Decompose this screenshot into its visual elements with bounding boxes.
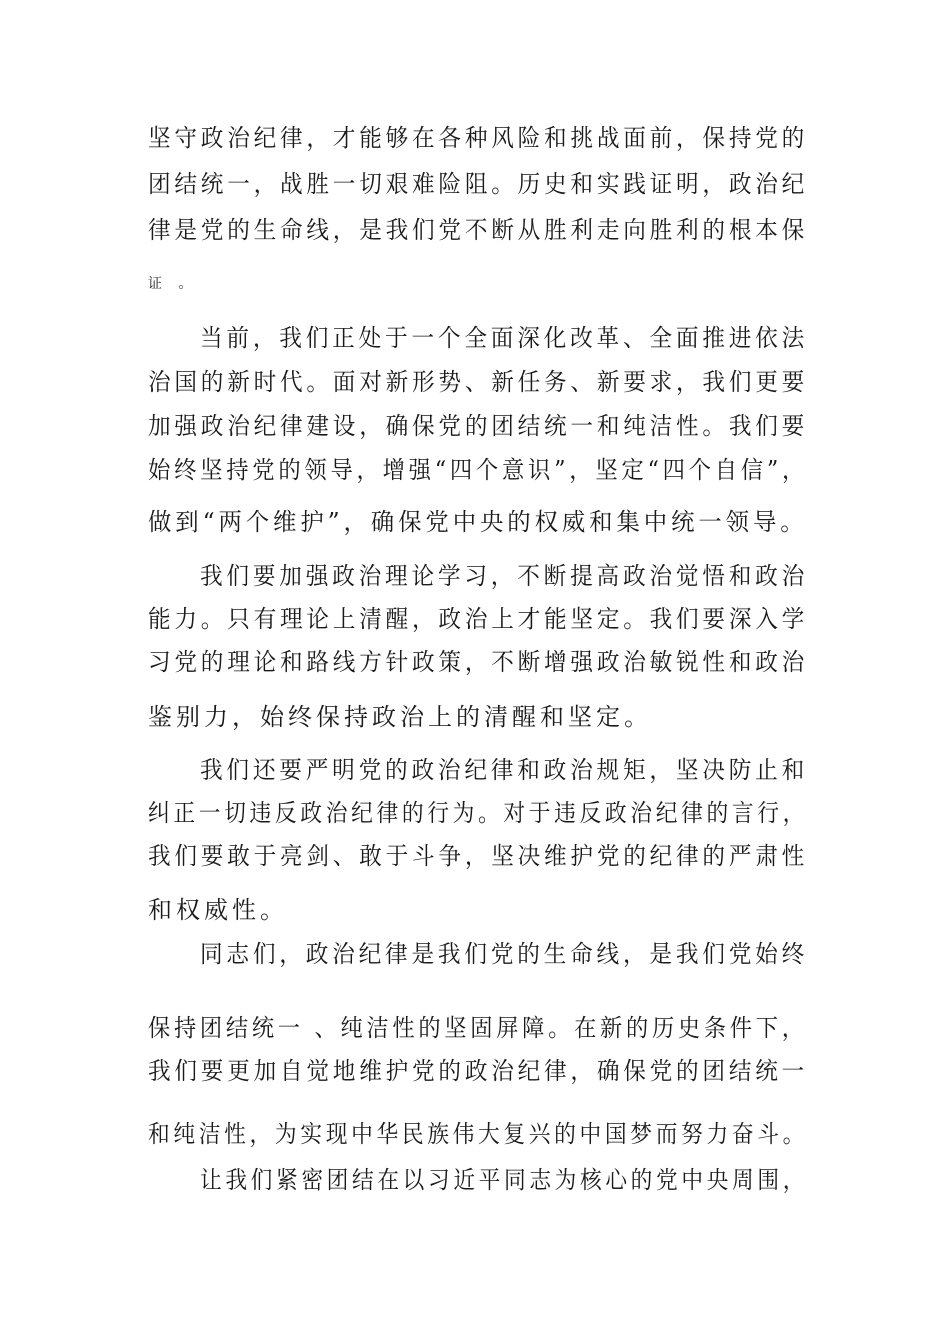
text-line: 加强政治纪律建设，确保党的团结统一和纯洁性。我们要 — [148, 412, 809, 440]
text-line: 和权威性。 — [148, 896, 288, 924]
text-line: 习党的理论和路线方针政策，不断增强政治敏锐性和政治 — [148, 648, 809, 676]
text-line: 纠正一切违反政治纪律的行为。对于违反政治纪律的言行， — [148, 799, 809, 827]
text-line: 我们要加强政治理论学习，不断提高政治觉悟和政治 — [200, 562, 809, 590]
text-line: 保持团结统一 、纯洁性的坚固屏障。在新的历史条件下， — [148, 1014, 808, 1042]
text-line: 做到“两个维护”，确保党中央的权威和集中统一领导。 — [148, 508, 808, 536]
text-line: 团结统一，战胜一切艰难险阻。历史和实践证明，政治纪 — [148, 170, 809, 198]
text-line: 鉴别力，始终保持政治上的清醒和坚定。 — [148, 703, 652, 731]
text-line: 我们还要严明党的政治纪律和政治规矩，坚决防止和 — [200, 756, 809, 784]
text-line: 我们要敢于亮剑、敢于斗争，坚决维护党的纪律的严肃性 — [148, 842, 809, 870]
text-line: 坚守政治纪律，才能够在各种风险和挑战面前，保持党的 — [148, 124, 809, 152]
text-line: 治国的新时代。面对新形势、新任务、新要求，我们更要 — [148, 368, 809, 396]
text-line: 同志们，政治纪律是我们党的生命线，是我们党始终 — [200, 940, 809, 968]
text-line: 证 。 — [148, 276, 199, 292]
text-line: 能力。只有理论上清醒，政治上才能坚定。我们要深入学 — [148, 605, 809, 633]
text-line: 始终坚持党的领导，增强“四个意识”，坚定“四个自信”， — [148, 456, 809, 484]
text-line: 让我们紧密团结在以习近平同志为核心的党中央周围， — [200, 1166, 809, 1194]
text-line: 当前，我们正处于一个全面深化改革、全面推进依法 — [200, 324, 809, 352]
text-line: 和纯洁性，为实现中华民族伟大复兴的中国梦而努力奋斗。 — [148, 1120, 809, 1148]
text-line: 律是党的生命线，是我们党不断从胜利走向胜利的根本保 — [148, 216, 809, 244]
text-line: 我们要更加自觉地维护党的政治纪律，确保党的团结统一 — [148, 1057, 809, 1085]
